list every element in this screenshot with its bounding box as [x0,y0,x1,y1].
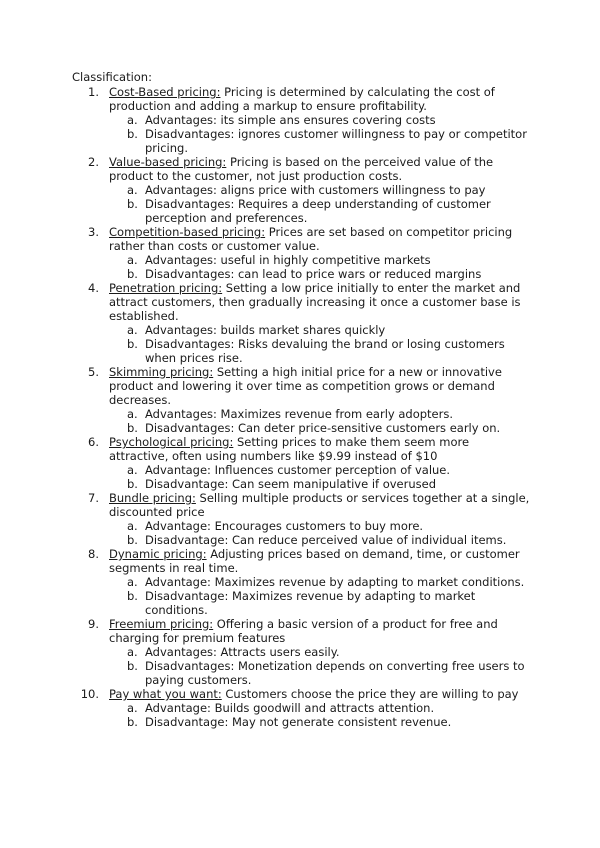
list-item [72,281,532,365]
sub-item-letter: a. [127,323,138,337]
sub-list-item [109,659,532,687]
sub-item-text: Advantage: Encourages customers to buy more. [145,519,424,533]
sub-item-text: Disadvantages: Requires a deep understanding of customer perception and preferences. [145,197,491,225]
sub-list [109,183,532,225]
item-number: 10. [80,687,99,701]
sub-list-item [109,323,532,337]
sub-list [109,701,532,729]
sub-item-text: Advantages: builds market shares quickly [145,323,386,337]
sub-item-text: Disadvantages: Monetization depends on converting free users to paying customers. [145,659,525,687]
document-heading: Classification: [72,70,152,84]
sub-item-text: Disadvantage: Can reduce perceived value of individual items. [145,533,507,547]
list-item [72,85,532,155]
item-term: Dynamic pricing: [109,547,207,561]
sub-list-item [109,645,532,659]
sub-item-letter: a. [127,183,138,197]
item-description: Setting prices to make them seem more attractive, often using numbers like $9.99 instead of $10 [109,435,470,463]
list-item [72,687,532,729]
sub-item-letter: b. [127,533,138,547]
item-number: 8. [88,547,99,561]
sub-item-text: Disadvantage: Can seem manipulative if overused [145,477,437,491]
list-item [72,435,532,491]
item-description: Setting a high initial price for a new or innovative product and lowering it over time as competition grows or demand decreases. [109,365,502,407]
list-item [72,225,532,281]
item-description: Adjusting prices based on demand, time, or customer segments in real time. [109,547,520,575]
sub-item-text: Advantage: Builds goodwill and attracts attention. [145,701,435,715]
sub-item-text: Advantages: aligns price with customers willingness to pay [145,183,486,197]
item-term: Psychological pricing: [109,435,234,449]
sub-item-letter: b. [127,127,138,141]
sub-item-letter: a. [127,113,138,127]
item-number: 4. [88,281,99,295]
sub-list [109,463,532,491]
item-description: Offering a basic version of a product for free and charging for premium features [109,617,498,645]
sub-list-item [109,715,532,729]
sub-list [109,253,532,281]
list-item [72,547,532,617]
sub-list-item [109,127,532,155]
sub-item-letter: b. [127,337,138,351]
sub-list-item [109,407,532,421]
sub-item-text: Disadvantages: can lead to price wars or reduced margins [145,267,482,281]
sub-item-text: Advantage: Maximizes revenue by adapting to market conditions. [145,575,525,589]
sub-item-letter: b. [127,589,138,603]
item-term: Freemium pricing: [109,617,214,631]
sub-item-letter: a. [127,701,138,715]
sub-list-item [109,267,532,281]
sub-item-text: Disadvantage: Maximizes revenue by adapting to market conditions. [145,589,476,617]
document-page [72,70,532,729]
sub-item-text: Advantages: its simple ans ensures covering costs [145,113,436,127]
sub-item-letter: a. [127,575,138,589]
list-item [72,155,532,225]
sub-item-letter: b. [127,267,138,281]
item-description: Setting a low price initially to enter the market and attract customers, then gradually increasing it once a customer base is established. [109,281,521,323]
sub-list-item [109,519,532,533]
sub-item-text: Advantages: useful in highly competitive markets [145,253,431,267]
sub-list-item [109,421,532,435]
sub-list [109,645,532,687]
sub-list-item [109,477,532,491]
sub-item-letter: a. [127,407,138,421]
sub-list-item [109,183,532,197]
item-number: 2. [88,155,99,169]
sub-item-letter: a. [127,463,138,477]
sub-list [109,407,532,435]
sub-item-letter: b. [127,659,138,673]
sub-item-text: Advantage: Influences customer perception of value. [145,463,451,477]
item-description: Customers choose the price they are willing to pay [221,687,519,701]
list-item [72,365,532,435]
sub-list-item [109,589,532,617]
sub-item-text: Advantages: Attracts users easily. [145,645,340,659]
sub-item-letter: b. [127,715,138,729]
item-number: 6. [88,435,99,449]
sub-list-item [109,113,532,127]
item-term: Bundle pricing: [109,491,196,505]
sub-item-text: Advantages: Maximizes revenue from early adopters. [145,407,453,421]
pricing-list [72,85,532,729]
list-item [72,491,532,547]
sub-list-item [109,701,532,715]
sub-item-letter: b. [127,477,138,491]
sub-item-letter: a. [127,253,138,267]
item-term: Cost-Based pricing: [109,85,221,99]
sub-item-letter: a. [127,519,138,533]
item-term: Pay what you want: [109,687,222,701]
sub-list-item [109,253,532,267]
sub-item-text: Disadvantages: ignores customer willingness to pay or competitor pricing. [145,127,527,155]
item-term: Competition-based pricing: [109,225,266,239]
item-number: 5. [88,365,99,379]
item-term: Skimming pricing: [109,365,214,379]
sub-list [109,113,532,155]
item-description: Pricing is determined by calculating the cost of production and adding a markup to ensure profitability. [109,85,495,113]
sub-list [109,519,532,547]
item-number: 9. [88,617,99,631]
item-number: 1. [88,85,99,99]
sub-list-item [109,533,532,547]
item-description: Selling multiple products or services together at a single, discounted price [109,491,530,519]
sub-list [109,323,532,365]
item-description: Prices are set based on competitor pricing rather than costs or customer value. [109,225,513,253]
sub-item-letter: b. [127,421,138,435]
sub-item-text: Disadvantages: Risks devaluing the brand or losing customers when prices rise. [145,337,505,365]
sub-list-item [109,337,532,365]
list-item [72,617,532,687]
sub-item-text: Disadvantages: Can deter price-sensitive customers early on. [145,421,501,435]
item-description: Pricing is based on the perceived value of the product to the customer, not just production costs. [109,155,494,183]
item-number: 3. [88,225,99,239]
item-number: 7. [88,491,99,505]
item-term: Value-based pricing: [109,155,227,169]
sub-list [109,575,532,617]
sub-item-letter: b. [127,197,138,211]
item-term: Penetration pricing: [109,281,223,295]
sub-item-letter: a. [127,645,138,659]
sub-list-item [109,197,532,225]
sub-list-item [109,463,532,477]
sub-list-item [109,575,532,589]
sub-item-text: Disadvantage: May not generate consistent revenue. [145,715,452,729]
